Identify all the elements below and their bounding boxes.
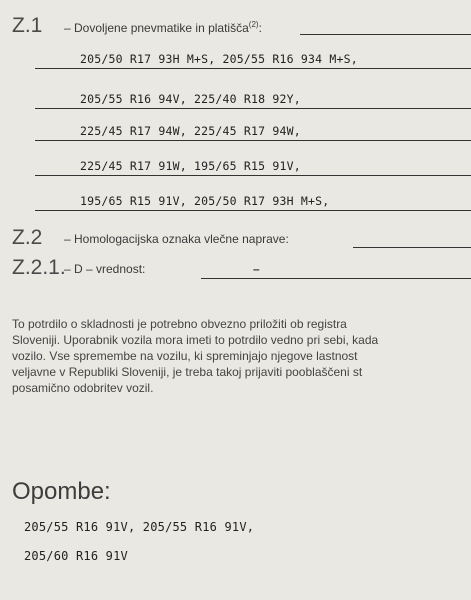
tire-row-4: 225/45 R17 91W, 195/65 R15 91V, (80, 159, 301, 173)
tire-row-5: 195/65 R15 91V, 205/50 R17 93H M+S, (80, 194, 330, 208)
tire-row-4-line (35, 175, 471, 176)
tire-row-3-line (35, 140, 471, 141)
z21-label: – D – vrednost: (64, 262, 146, 276)
z1-label-text: – Dovoljene pnevmatike in platišča (64, 21, 249, 35)
tire-row-2: 205/55 R16 94V, 225/40 R18 92Y, (80, 92, 301, 106)
opombe-line-2: 205/60 R16 91V (24, 549, 128, 563)
z1-colon: : (258, 21, 262, 35)
z21-underline (201, 278, 471, 279)
tire-row-1: 205/50 R17 93H M+S, 205/55 R16 934 M+S, (80, 52, 358, 66)
z1-label-underline (300, 34, 471, 35)
tire-row-5-line (35, 210, 471, 211)
section-z1 (0, 0, 471, 230)
z21-value: – (253, 262, 260, 276)
paragraph-line-2: Sloveniji. Uporabnik vozila mora imeti to potrdilo vedno pri sebi, kada (12, 333, 379, 347)
paragraph-line-5: posamično odobritev vozil. (12, 381, 154, 395)
paragraph-line-4: veljavne v Republiki Sloveniji, je treba takoj prijaviti pooblaščeni st (12, 365, 363, 379)
tire-row-3: 225/45 R17 94W, 225/45 R17 94W, (80, 124, 301, 138)
z1-footnote: (2) (248, 20, 259, 29)
z2-underline (353, 247, 471, 248)
paragraph-line-3: vozilo. Vse spremembe na vozilu, ki spreminjajo njegove lastnost (12, 349, 358, 363)
tire-row-2-line (35, 108, 471, 109)
opombe-title: Opombe: (12, 478, 111, 505)
opombe-line-1: 205/55 R16 91V, 205/55 R16 91V, (24, 520, 255, 534)
tire-row-1-line (35, 68, 471, 69)
paragraph-line-1: To potrdilo o skladnosti je potrebno obvezno priložiti ob registra (12, 317, 347, 331)
z2-number: Z.2 (12, 226, 43, 249)
z1-label (64, 20, 262, 35)
z2-label: – Homologacijska oznaka vlečne naprave: (64, 232, 289, 246)
compliance-paragraph (12, 316, 378, 396)
z21-number: Z.2.1. (12, 256, 66, 279)
z1-number: Z.1 (12, 14, 43, 37)
